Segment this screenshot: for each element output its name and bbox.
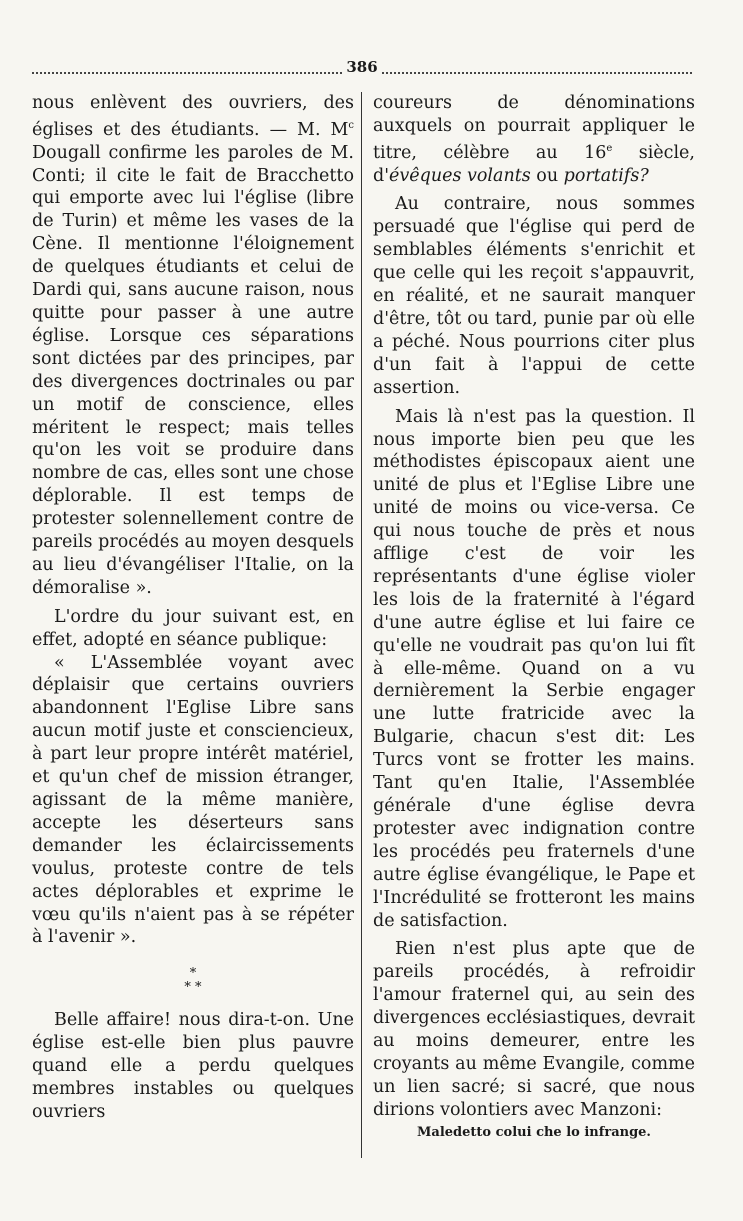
right-paragraph-2: Au contraire, nous sommes persuadé que l'église qui perd de semblables éléments s'enrichit et que celle qui les reçoit s'appauvrit, en réalité, et ne saurait manquer d'être, tôt ou tard, punie par où elle a péché. Nous pourrions citer plus d'un fait à l'appui de cette assertion. [373,194,695,398]
right-column [373,92,695,1145]
right-paragraph-3: Mais là n'est pas la question. Il nous importe bien peu que les méthodistes épiscopaux aient une unité de plus et l'Eglise Libre une unité de moins ou vice-versa. Ce qui nous touche de près et nous afflige c'est de voir les représentants d'une église violer les lois de la fraternité à l'égard d'une autre église et lui faire ce qu'elle ne voudrait pas qu'on lui fît à elle-même. Quand on a vu dernièrement la Serbie engager une lutte fratricide avec la Bulgarie, chacun s'est dit: Les Turcs vont se frotter les mains. Tant qu'en Italie, l'Assemblée générale d'une église devra protester avec indignation contre les procédés peu fraternels d'une autre église évangélique, le Pape et l'Incrédulité se frotteront les mains de satisfaction. [373,406,695,931]
left-column [32,92,354,1124]
left-paragraph-2: L'ordre du jour suivant est, en effet, adopté en séance publique: [32,606,354,650]
manzoni-quote: Maledetto colui che lo infrange. [417,1124,651,1140]
header-rule-right [382,72,692,74]
column-divider [361,92,362,1158]
left-paragraph-3-resolution: « L'Assemblée voyant avec déplaisir que certains ouvriers abandonnent l'Eglise Libre sans aucun motif juste et consciencieux, à part leur propre intérêt matériel, et qu'un chef de mission étranger, agissant de la même manière, accepte les déserteurs sans demander les éclaircissements voulus, proteste contre de tels actes déplorables et exprime le vœu qu'ils n'aient pas à se répéter à l'avenir ». [32,652,354,948]
right-paragraph-1: coureurs de dénominations auxquels on pourrait appliquer le titre, célèbre au 16e siècle, d'évêques volants ou portatifs? [373,93,695,186]
left-paragraph-4: Belle affaire! nous dira-t-on. Une église est-elle bien plus pauvre quand elle a perdu quelques membres instables ou quelques ouvriers [32,1010,354,1122]
right-paragraph-4: Rien n'est plus apte que de pareils procédés, à refroidir l'amour fraternel qui, au sein des divergences ecclésiastiques, devrait au moins demeurer, entre les croyants au même Evangile, comme un lien sacré; si sacré, que nous dirions volontiers avec Manzoni: [373,939,695,1120]
section-separator-asterisks: * * * [184,966,202,996]
left-paragraph-1: nous enlèvent des ouvriers, des églises et des étudiants. — M. $M^c$ Dougall confirme les paroles de M. Conti; il cite le fait de Bracchetto qui emporte avec lui l'église (libre de Turin) et même les vases de la Cène. Il mentionne l'éloignement de quelques étudiants et celui de Dardi qui, sans aucune raison, nous quitte pour passer à une autre église. Lorsque ces séparations sont dictées par des principes, par des divergences doctrinales ou par un motif de conscience, elles méritent le respect; mais telles qu'on les voit se produire dans nombre de cas, elles sont une chose déplorable. Il est temps de protester solennellement contre de pareils procédés au moyen desquels au lieu d'évangéliser l'Italie, on la démoralise ». [32,93,354,598]
page-number: 386 [346,58,378,76]
page-header [32,58,692,80]
